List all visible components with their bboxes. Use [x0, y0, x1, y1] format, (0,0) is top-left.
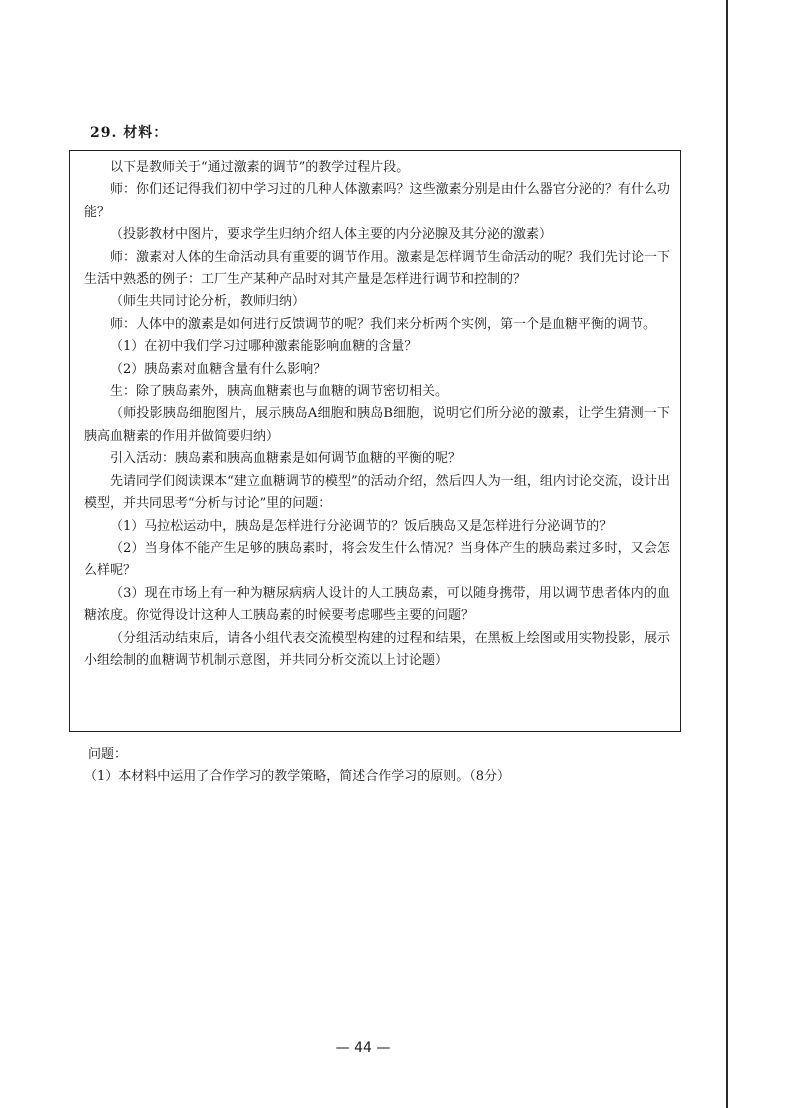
material-paragraph: （师生共同讨论分析，教师归纳）: [110, 294, 306, 310]
questions-heading: 问题：: [88, 747, 128, 762]
material-paragraph: （1）马拉松运动中，胰岛是怎样进行分泌调节的？饭后胰岛又是怎样进行分泌调节的？: [110, 518, 613, 534]
material-paragraph: 生：除了胰岛素外，胰高血糖素也与血糖的调节密切相关。: [110, 384, 449, 400]
question-item: （1）本材料中运用了合作学习的教学策略，简述合作学习的原则。（8分）: [84, 769, 511, 784]
material-paragraph: （师投影胰岛细胞图片，展示胰岛A细胞和胰岛B细胞，说明它们所分泌的激素，让学生猜测一下胰高血糖素的作用并做简要归纳）: [84, 406, 670, 444]
material-paragraph: 师：激素对人体的生命活动具有重要的调节作用。激素是怎样调节生命活动的呢？我们先讨论一下生活中熟悉的例子：工厂生产某种产品时对其产量是怎样进行调节和控制的？: [84, 249, 670, 288]
material-box: [69, 150, 681, 732]
material-paragraph: 先请同学们阅读课本“建立血糖调节的模型”的活动介绍，然后四人为一组，组内讨论交流，设计出模型，并共同思考“分析与讨论”里的问题：: [84, 473, 670, 512]
question-title: 29. 材料：: [90, 125, 169, 141]
material-paragraph: 以下是教师关于“通过激素的调节”的教学过程片段。: [110, 160, 410, 175]
material-paragraph: （3）现在市场上有一种为糖尿病病人设计的人工胰岛素，可以随身携带，用以调节患者体内的血糖浓度。你觉得设计这种人工胰岛素的时候要考虑哪些主要的问题？: [84, 585, 670, 624]
material-paragraph: 引入活动：胰岛素和胰高血糖素是如何调节血糖的平衡的呢？: [110, 451, 462, 467]
material-paragraph: （2）当身体不能产生足够的胰岛素时，将会发生什么情况？当身体产生的胰岛素过多时，又会怎么样呢？: [84, 540, 670, 579]
material-paragraph: 师：你们还记得我们初中学习过的几种人体激素吗？这些激素分别是由什么器官分泌的？有什么功能？: [84, 182, 670, 220]
page-number: — 44 —: [335, 1040, 391, 1056]
material-paragraph: 师：人体中的激素是如何进行反馈调节的呢？我们来分析两个实例，第一个是血糖平衡的调节。: [110, 316, 657, 332]
material-paragraph: （投影教材中图片，要求学生归纳介绍人体主要的内分泌腺及其分泌的激素）: [110, 227, 553, 243]
questions-section: [84, 744, 684, 788]
scan-edge-line: [726, 0, 728, 1108]
material-paragraph: （分组活动结束后，请各小组代表交流模型构建的过程和结果，在黑板上绘图或用实物投影，展示小组绘制的血糖调节机制示意图，并共同分析交流以上讨论题）: [84, 630, 670, 668]
material-paragraph: （1）在初中我们学习过哪种激素能影响血糖的含量？: [110, 339, 418, 355]
material-paragraph: （2）胰岛素对血糖含量有什么影响？: [110, 361, 327, 377]
